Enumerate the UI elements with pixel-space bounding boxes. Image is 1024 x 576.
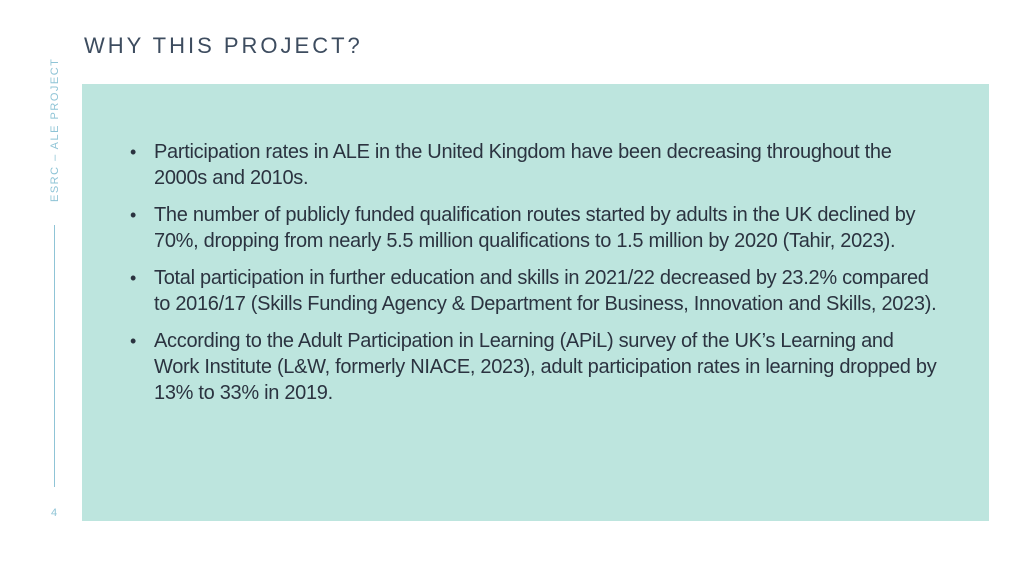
page-number: 4 [50, 507, 58, 519]
bullet-text: The number of publicly funded qualification routes started by adults in the UK declined by 70%, dropping from nearly 5.5 million qualifications to 1.5 million by 2020 (Tahir, 2023). [154, 204, 916, 252]
bullet-point-icon: • [130, 268, 137, 288]
bullet-text: According to the Adult Participation in Learning (APiL) survey of the UK’s Learning and Work Institute (L&W, formerly NIACE, 2023), adult participation rates in learning dropped by 13% to 33% in 2019. [154, 330, 937, 404]
bullet-item [130, 265, 939, 317]
bullet-text: Participation rates in ALE in the United Kingdom have been decreasing throughout the 2000s and 2010s. [154, 141, 892, 189]
bullet-item [130, 202, 939, 254]
slide-title: WHY THIS PROJECT? [84, 33, 363, 58]
bullet-text: Total participation in further education and skills in 2021/22 decreased by 23.2% compared to 2016/17 (Skills Funding Agency & Department for Business, Innovation and Skills, 2023). [154, 267, 937, 315]
bullet-item [130, 139, 939, 191]
sidebar-divider [54, 225, 55, 487]
content-panel [82, 84, 989, 521]
bullet-point-icon: • [130, 142, 137, 162]
bullet-point-icon: • [130, 331, 137, 351]
bullet-point-icon: • [130, 205, 137, 225]
bullet-list [130, 139, 939, 406]
project-label: ESRC – ALE PROJECT [49, 57, 61, 202]
bullet-item [130, 328, 939, 406]
